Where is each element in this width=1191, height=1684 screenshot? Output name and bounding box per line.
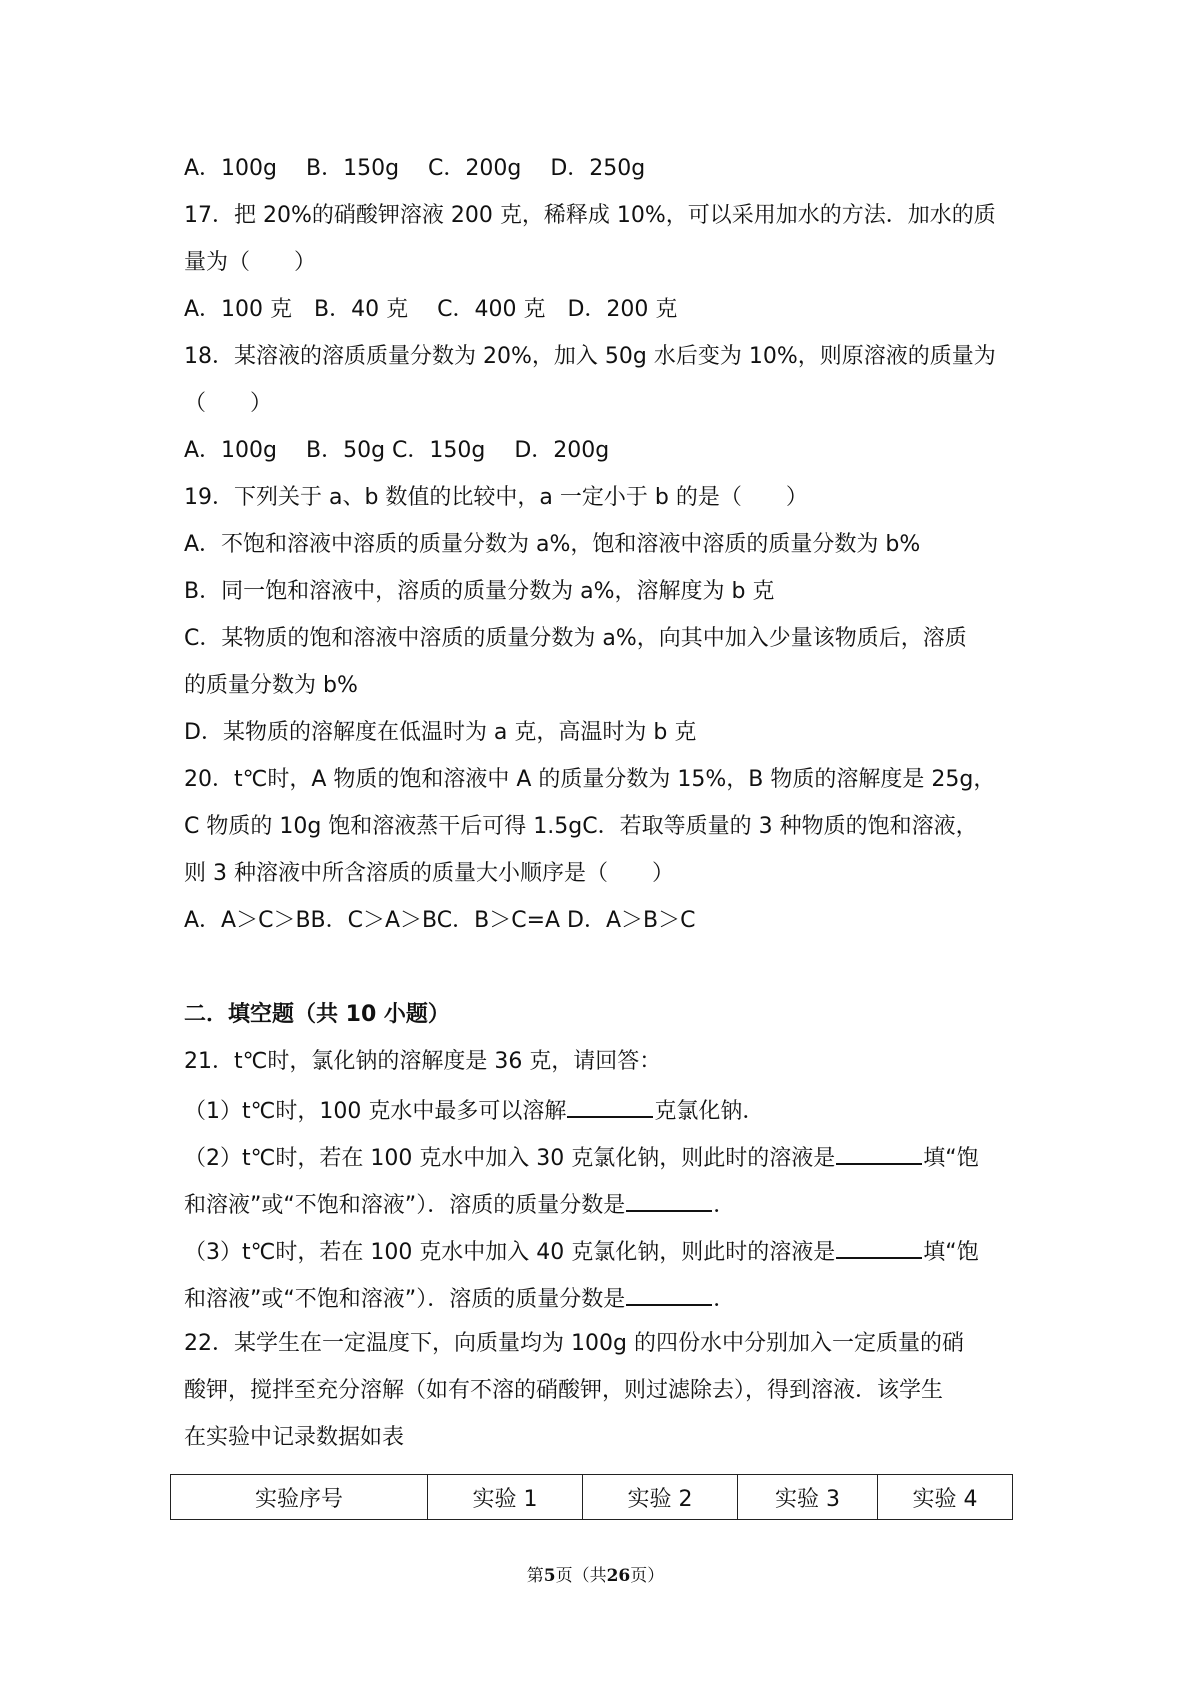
q17-stem-line1: 17．把 20%的硝酸钾溶液 200 克，稀释成 10%，可以采用加水的方法．加水的质	[184, 203, 996, 228]
q21-part2-line2	[184, 1188, 735, 1221]
q22-stem-line1: 22．某学生在一定温度下，向质量均为 100g 的四份水中分别加入一定质量的硝	[184, 1331, 964, 1356]
table-header-row	[171, 1475, 1013, 1520]
q18-options: A．100g B．50g C．150g D．200g	[184, 438, 610, 463]
q20-stem-line2: C 物质的 10g 饱和溶液蒸干后可得 1.5gC．若取等质量的 3 种物质的饱和溶液，	[184, 814, 978, 839]
q18-stem-line1: 18．某溶液的溶质质量分数为 20%，加入 50g 水后变为 10%，则原溶液的质量为	[184, 344, 996, 369]
answer-blank[interactable]	[836, 1235, 922, 1259]
table-header-cell: 实验 1	[428, 1475, 583, 1520]
q21-part3-line2	[184, 1282, 735, 1315]
q19-option-c-line1: C．某物质的饱和溶液中溶质的质量分数为 a%，向其中加入少量该物质后，溶质	[184, 626, 967, 651]
q21-part3-text-c: 和溶液”或“不饱和溶液”）．溶质的质量分数是	[184, 1287, 626, 1312]
section-heading: 二．填空题（共 10 小题）	[184, 1002, 450, 1027]
q21-stem: 21．t℃时，氯化钠的溶解度是 36 克，请回答：	[184, 1049, 662, 1074]
footer-mid: 页（共	[555, 1566, 607, 1586]
q21-part3-line1	[184, 1235, 979, 1268]
table-header-cell: 实验序号	[171, 1475, 428, 1520]
footer-page-number: 5	[543, 1566, 556, 1586]
q20-stem-line3: 则 3 种溶液中所含溶质的质量大小顺序是（ ）	[184, 861, 674, 886]
table-header-cell: 实验 2	[583, 1475, 738, 1520]
q21-part2-line1	[184, 1141, 979, 1174]
experiment-table	[170, 1474, 1013, 1520]
q20-stem-line1: 20．t℃时，A 物质的饱和溶液中 A 的质量分数为 15%，B 物质的溶解度是 25g，	[184, 767, 996, 792]
q21-part2-text-c: 和溶液”或“不饱和溶液”）．溶质的质量分数是	[184, 1193, 626, 1218]
q21-part3-text-b: 填“饱	[923, 1240, 979, 1265]
q19-stem: 19．下列关于 a、b 数值的比较中，a 一定小于 b 的是（ ）	[184, 485, 808, 510]
answer-blank[interactable]	[567, 1094, 653, 1118]
table-header-cell: 实验 4	[878, 1475, 1013, 1520]
q20-options: A．A＞C＞BB．C＞A＞BC．B＞C=A D．A＞B＞C	[184, 908, 696, 933]
q19-option-b: B．同一饱和溶液中，溶质的质量分数为 a%，溶解度为 b 克	[184, 579, 775, 604]
footer-prefix: 第	[526, 1566, 544, 1586]
q17-stem-line2: 量为（ ）	[184, 250, 317, 275]
q17-options: A．100 克 B．40 克 C．400 克 D．200 克	[184, 297, 678, 322]
q21-part3-text-d: ．	[713, 1287, 736, 1312]
answer-blank[interactable]	[836, 1141, 922, 1165]
q21-part2-text-a: （2）t℃时，若在 100 克水中加入 30 克氯化钠，则此时的溶液是	[184, 1146, 836, 1171]
q16-options: A．100g B．150g C．200g D．250g	[184, 156, 646, 181]
page-footer	[0, 1561, 1191, 1586]
q21-part2-text-b: 填“饱	[923, 1146, 979, 1171]
footer-suffix: 页）	[630, 1566, 665, 1586]
footer-total-pages: 26	[606, 1566, 631, 1586]
q21-part2-text-d: ．	[713, 1193, 736, 1218]
q21-part1-text-b: 克氯化钠．	[654, 1099, 765, 1124]
q22-stem-line3: 在实验中记录数据如表	[184, 1425, 405, 1450]
answer-blank[interactable]	[626, 1188, 712, 1212]
q18-stem-line2: （ ）	[184, 391, 273, 416]
q21-part3-text-a: （3）t℃时，若在 100 克水中加入 40 克氯化钠，则此时的溶液是	[184, 1240, 836, 1265]
q19-option-d: D．某物质的溶解度在低温时为 a 克，高温时为 b 克	[184, 720, 697, 745]
table-header-cell: 实验 3	[738, 1475, 878, 1520]
q21-part1	[184, 1094, 764, 1127]
q19-option-c-line2: 的质量分数为 b%	[184, 673, 358, 698]
q19-option-a: A．不饱和溶液中溶质的质量分数为 a%，饱和溶液中溶质的质量分数为 b%	[184, 532, 921, 557]
q22-stem-line2: 酸钾，搅拌至充分溶解（如有不溶的硝酸钾，则过滤除去），得到溶液．该学生	[184, 1378, 944, 1403]
q21-part1-text-a: （1）t℃时，100 克水中最多可以溶解	[184, 1099, 567, 1124]
answer-blank[interactable]	[626, 1282, 712, 1306]
